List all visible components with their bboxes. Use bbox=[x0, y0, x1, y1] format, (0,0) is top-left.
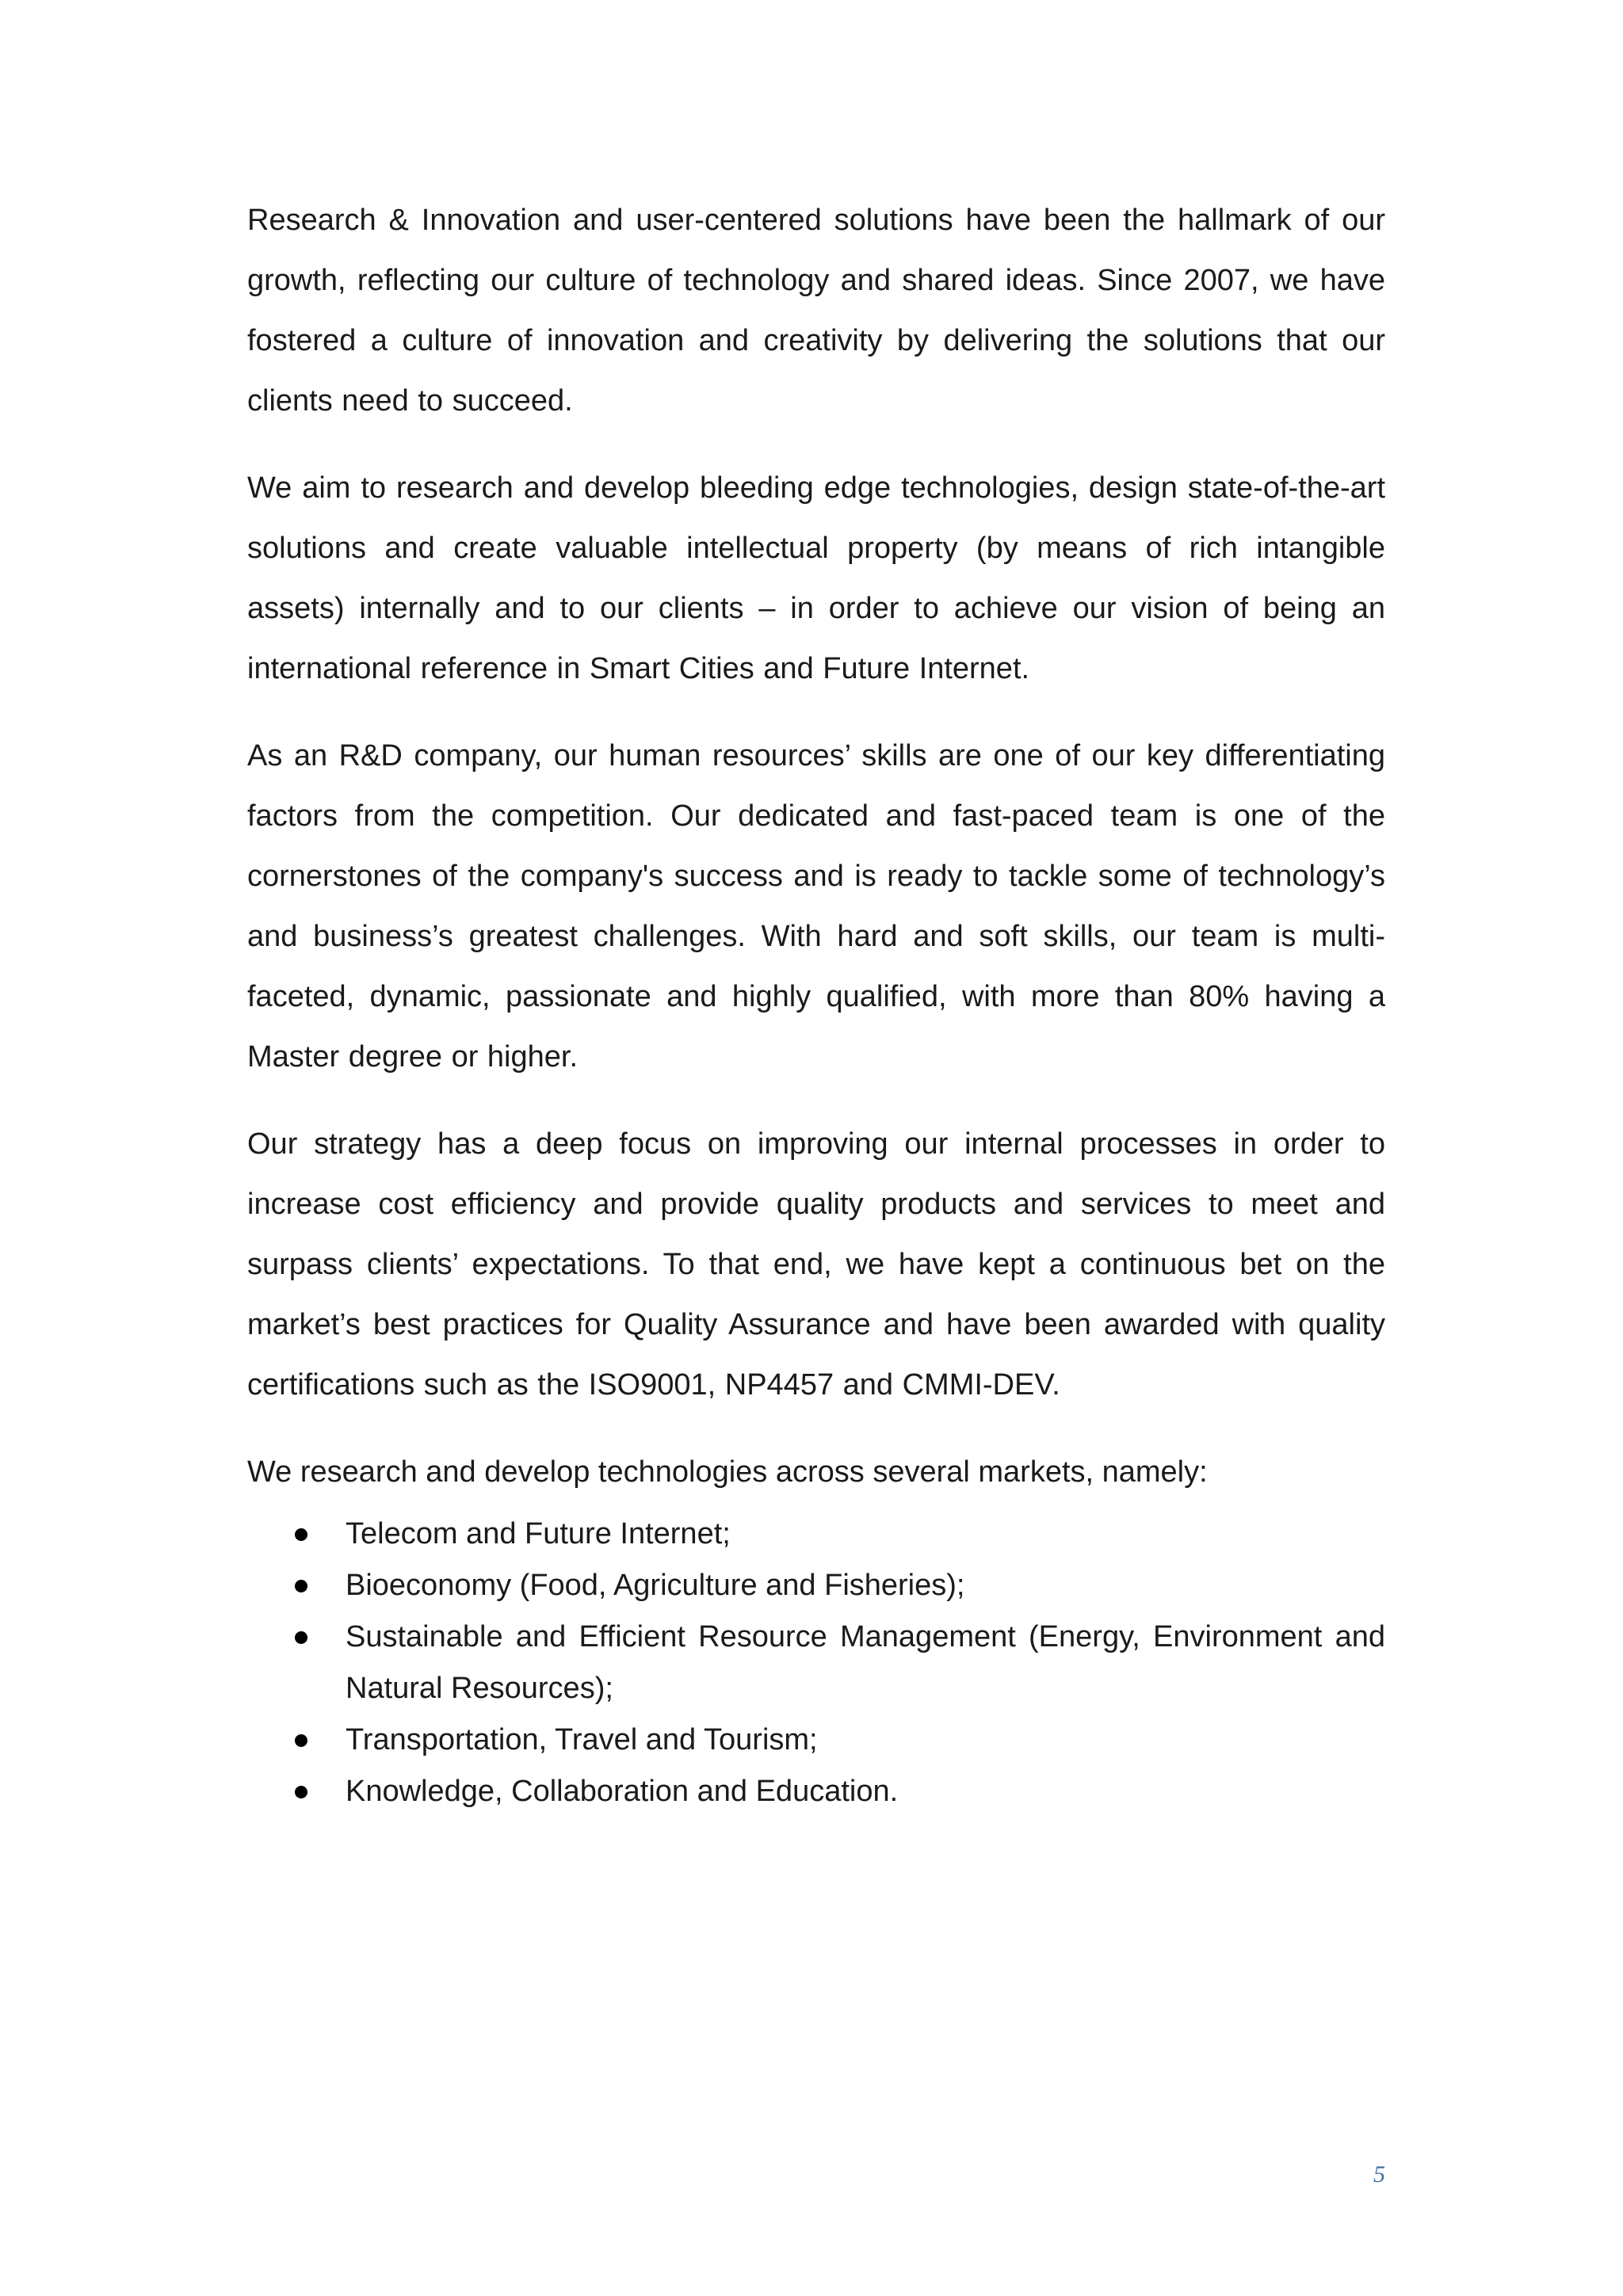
list-item bbox=[247, 1714, 1385, 1766]
markets-list bbox=[247, 1508, 1385, 1817]
list-item-text: Knowledge, Collaboration and Education. bbox=[346, 1775, 899, 1808]
list-item bbox=[247, 1508, 1385, 1560]
bullet-icon bbox=[295, 1528, 307, 1541]
list-item bbox=[247, 1766, 1385, 1817]
paragraph-strategy: Our strategy has a deep focus on improving our internal processes in order to increase cost efficiency and provide quality products and services to meet and surpass clients’ expectations. To that end, we have kept a continuous bet on the market’s best practices for Quality Assurance and have been awarded with quality certifications such as the ISO9001, NP4457 and CMMI-DEV. bbox=[247, 1127, 1385, 1402]
list-item-text: Transportation, Travel and Tourism; bbox=[346, 1723, 818, 1756]
bullet-icon bbox=[295, 1786, 307, 1798]
list-item bbox=[247, 1560, 1385, 1611]
markets-intro: We research and develop technologies across several markets, namely: bbox=[247, 1455, 1208, 1489]
list-item bbox=[247, 1611, 1385, 1714]
list-item-text: Sustainable and Efficient Resource Management (Energy, Environment and Natural Resources); bbox=[346, 1620, 1385, 1705]
paragraph-human-resources: As an R&D company, our human resources’ skills are one of our key differentiating factors from the competition. Our dedicated and fast-paced team is one of the cornerstones of the company's success and is ready to tackle some of technology’s and business’s greatest challenges. With hard and soft skills, our team is multi-faceted, dynamic, passionate and highly qualified, with more than 80% having a Master degree or higher. bbox=[247, 739, 1385, 1074]
bullet-icon bbox=[295, 1734, 307, 1747]
paragraph-aim: We aim to research and develop bleeding edge technologies, design state-of-the-art solutions and create valuable intellectual property (by means of rich intangible assets) internally and to our clients – in order to achieve our vision of being an international reference in Smart Cities and Future Internet. bbox=[247, 471, 1385, 685]
bullet-icon bbox=[295, 1580, 307, 1592]
bullet-icon bbox=[295, 1631, 307, 1644]
page-content bbox=[247, 190, 1385, 1817]
page-number: 5 bbox=[1373, 2161, 1385, 2187]
paragraph-research-innovation: Research & Innovation and user-centered solutions have been the hallmark of our growth, reflecting our culture of technology and shared ideas. Since 2007, we have fostered a culture of innovation and creativity by delivering the solutions that our clients need to succeed. bbox=[247, 204, 1385, 418]
list-item-text: Bioeconomy (Food, Agriculture and Fisheries); bbox=[346, 1569, 965, 1602]
list-item-text: Telecom and Future Internet; bbox=[346, 1517, 731, 1550]
